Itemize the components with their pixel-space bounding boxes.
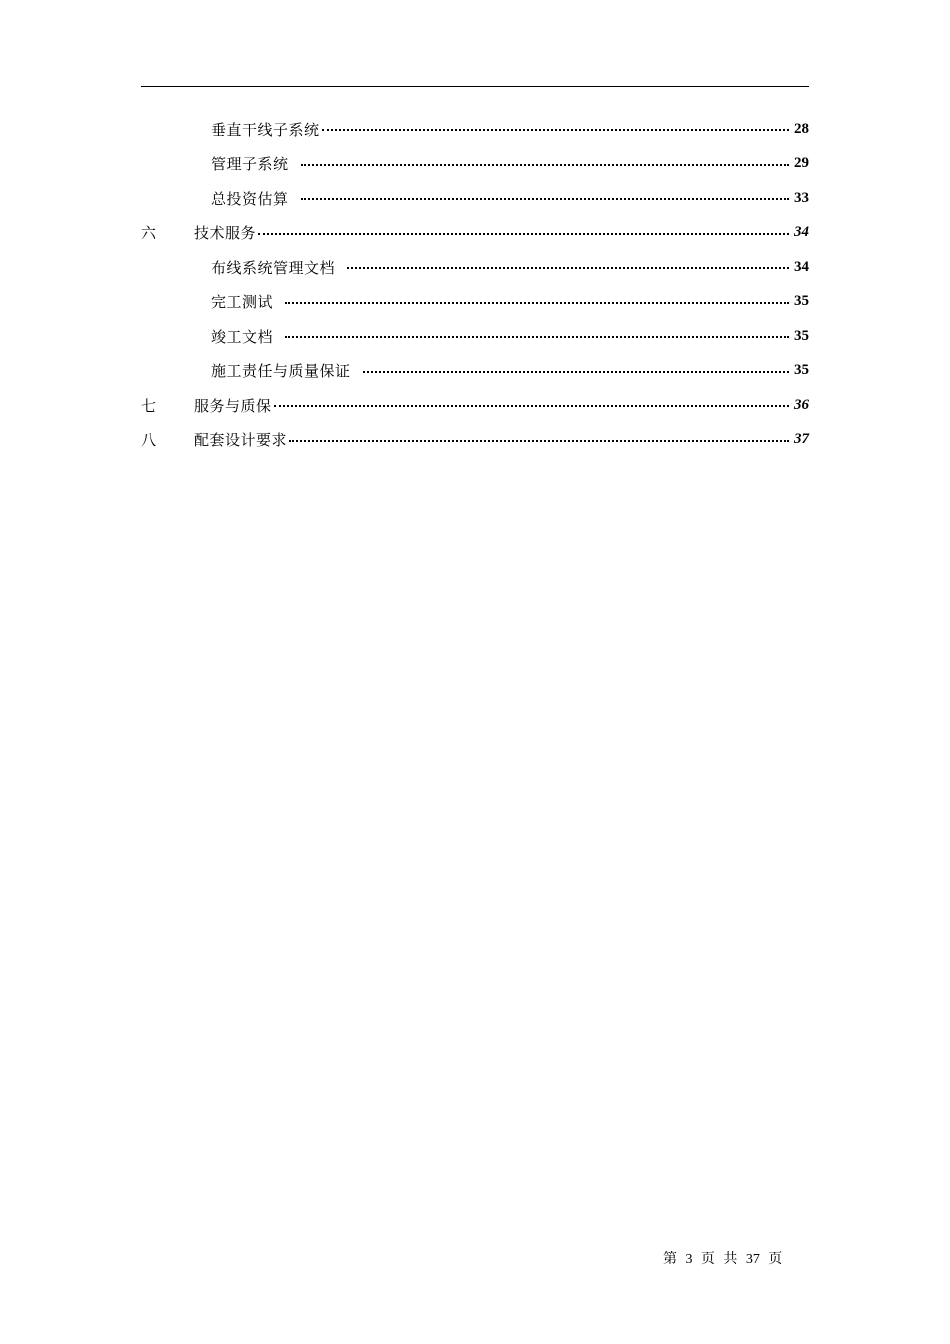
toc-entry[interactable] [141,147,809,182]
header-rule [141,86,809,87]
footer-current-page: 3 [685,1252,693,1267]
toc-entry-title: 服务与质保 [194,396,272,415]
toc-dot-leader [347,267,789,269]
footer-prefix: 第 [663,1251,677,1267]
toc-entry-title: 完工测试 [211,293,274,312]
footer-total-pages: 37 [745,1252,760,1267]
toc-entry-title: 垂直干线子系统 [211,120,320,139]
toc-entry-page-number: 33 [794,189,809,206]
toc-entry-title: 管理子系统 [211,155,289,174]
toc-entry[interactable] [141,216,809,251]
footer-suffix: 页 [768,1251,783,1267]
page-footer [663,1248,782,1268]
toc-dot-leader [285,336,789,338]
toc-entry[interactable] [141,285,809,320]
toc-entry[interactable] [141,423,809,458]
toc-entry-page-number: 35 [794,327,809,344]
toc-chapter-number: 七 [141,396,157,415]
toc-dot-leader [274,405,789,407]
toc-chapter-number: 八 [141,431,157,450]
toc-entry-page-number: 36 [794,396,809,413]
toc-dot-leader [285,302,789,304]
toc-entry[interactable] [141,354,809,389]
toc-dot-leader [258,233,789,235]
toc-entry-title: 总投资估算 [211,189,289,208]
toc-chapter-number: 六 [141,224,157,243]
toc-entry-page-number: 37 [794,431,809,448]
toc-dot-leader [289,440,789,442]
toc-entry-title: 施工责任与质量保证 [211,362,351,381]
toc-entry[interactable] [141,112,809,147]
toc-entry[interactable] [141,250,809,285]
toc-entry[interactable] [141,319,809,354]
toc-entry-page-number: 28 [794,120,809,137]
toc-dot-leader [301,198,789,200]
toc-entry-title: 技术服务 [194,224,257,243]
toc-dot-leader [363,371,789,373]
toc-entry-page-number: 35 [794,362,809,379]
toc-entry-title: 配套设计要求 [194,431,288,450]
toc-dot-leader [322,129,789,131]
toc-entry-page-number: 34 [794,258,809,275]
toc-entry-page-number: 29 [794,155,809,172]
toc-entry-title: 布线系统管理文档 [211,258,336,277]
table-of-contents [141,112,809,457]
toc-entry[interactable] [141,181,809,216]
toc-dot-leader [301,164,789,166]
toc-entry[interactable] [141,388,809,423]
toc-entry-title: 竣工文档 [211,327,274,346]
toc-entry-page-number: 34 [794,224,809,241]
toc-entry-page-number: 35 [794,293,809,310]
footer-mid: 页 共 [700,1251,738,1267]
